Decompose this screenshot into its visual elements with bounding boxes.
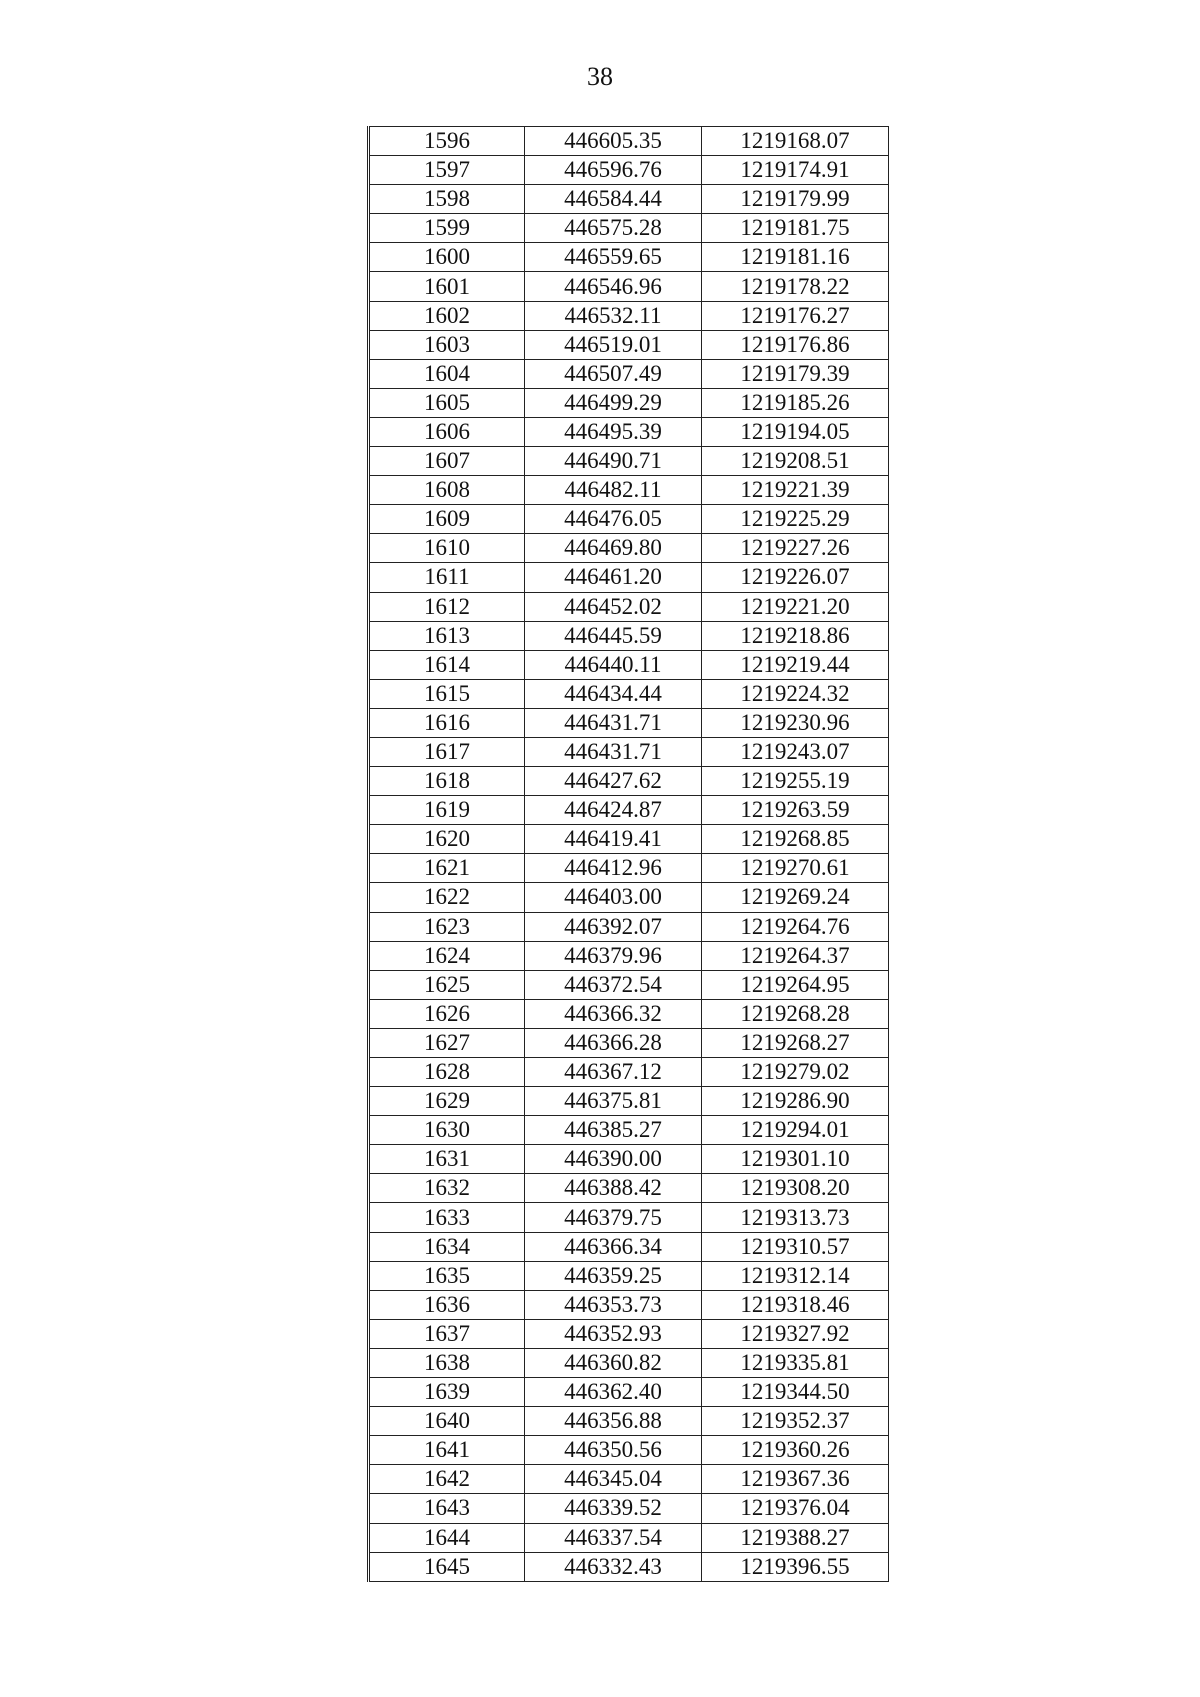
point-number-cell: 1614 xyxy=(369,650,525,679)
point-number-cell: 1599 xyxy=(369,214,525,243)
point-number-cell: 1625 xyxy=(369,970,525,999)
point-number-cell: 1607 xyxy=(369,447,525,476)
table-row xyxy=(369,1232,889,1261)
x-coordinate-cell: 446359.25 xyxy=(525,1261,702,1290)
x-coordinate-cell: 446452.02 xyxy=(525,592,702,621)
x-coordinate-cell: 446337.54 xyxy=(525,1523,702,1552)
y-coordinate-cell: 1219181.75 xyxy=(702,214,889,243)
y-coordinate-cell: 1219360.26 xyxy=(702,1436,889,1465)
x-coordinate-cell: 446366.34 xyxy=(525,1232,702,1261)
table-row xyxy=(369,854,889,883)
table-row xyxy=(369,825,889,854)
table-row xyxy=(369,272,889,301)
y-coordinate-cell: 1219264.76 xyxy=(702,912,889,941)
point-number-cell: 1605 xyxy=(369,388,525,417)
table-row xyxy=(369,941,889,970)
page-number: 38 xyxy=(587,62,613,91)
point-number-cell: 1640 xyxy=(369,1407,525,1436)
table-row xyxy=(369,1116,889,1145)
point-number-cell: 1645 xyxy=(369,1552,525,1581)
table-row xyxy=(369,127,889,156)
table-row xyxy=(369,912,889,941)
table-row xyxy=(369,796,889,825)
y-coordinate-cell: 1219301.10 xyxy=(702,1145,889,1174)
table-row xyxy=(369,1145,889,1174)
table-row xyxy=(369,767,889,796)
x-coordinate-cell: 446385.27 xyxy=(525,1116,702,1145)
point-number-cell: 1636 xyxy=(369,1290,525,1319)
y-coordinate-cell: 1219308.20 xyxy=(702,1174,889,1203)
y-coordinate-cell: 1219264.95 xyxy=(702,970,889,999)
table-row xyxy=(369,650,889,679)
x-coordinate-cell: 446431.71 xyxy=(525,708,702,737)
table-row xyxy=(369,883,889,912)
x-coordinate-cell: 446461.20 xyxy=(525,563,702,592)
y-coordinate-cell: 1219388.27 xyxy=(702,1523,889,1552)
y-coordinate-cell: 1219176.86 xyxy=(702,330,889,359)
y-coordinate-cell: 1219294.01 xyxy=(702,1116,889,1145)
y-coordinate-cell: 1219268.28 xyxy=(702,999,889,1028)
y-coordinate-cell: 1219226.07 xyxy=(702,563,889,592)
table-row xyxy=(369,1407,889,1436)
point-number-cell: 1623 xyxy=(369,912,525,941)
x-coordinate-cell: 446367.12 xyxy=(525,1058,702,1087)
point-number-cell: 1616 xyxy=(369,708,525,737)
table-row xyxy=(369,679,889,708)
x-coordinate-cell: 446390.00 xyxy=(525,1145,702,1174)
y-coordinate-cell: 1219218.86 xyxy=(702,621,889,650)
x-coordinate-cell: 446575.28 xyxy=(525,214,702,243)
y-coordinate-cell: 1219313.73 xyxy=(702,1203,889,1232)
y-coordinate-cell: 1219174.91 xyxy=(702,156,889,185)
y-coordinate-cell: 1219181.16 xyxy=(702,243,889,272)
y-coordinate-cell: 1219168.07 xyxy=(702,127,889,156)
x-coordinate-cell: 446375.81 xyxy=(525,1087,702,1116)
table-row xyxy=(369,156,889,185)
point-number-cell: 1613 xyxy=(369,621,525,650)
y-coordinate-cell: 1219194.05 xyxy=(702,417,889,446)
x-coordinate-cell: 446360.82 xyxy=(525,1348,702,1377)
point-number-cell: 1629 xyxy=(369,1087,525,1116)
point-number-cell: 1628 xyxy=(369,1058,525,1087)
table-row xyxy=(369,359,889,388)
x-coordinate-cell: 446356.88 xyxy=(525,1407,702,1436)
point-number-cell: 1627 xyxy=(369,1028,525,1057)
y-coordinate-cell: 1219268.27 xyxy=(702,1028,889,1057)
y-coordinate-cell: 1219179.39 xyxy=(702,359,889,388)
y-coordinate-cell: 1219312.14 xyxy=(702,1261,889,1290)
x-coordinate-cell: 446353.73 xyxy=(525,1290,702,1319)
point-number-cell: 1610 xyxy=(369,534,525,563)
y-coordinate-cell: 1219376.04 xyxy=(702,1494,889,1523)
point-number-cell: 1641 xyxy=(369,1436,525,1465)
y-coordinate-cell: 1219335.81 xyxy=(702,1348,889,1377)
table-row xyxy=(369,388,889,417)
table-row xyxy=(369,417,889,446)
x-coordinate-cell: 446546.96 xyxy=(525,272,702,301)
point-number-cell: 1604 xyxy=(369,359,525,388)
x-coordinate-cell: 446434.44 xyxy=(525,679,702,708)
x-coordinate-cell: 446366.32 xyxy=(525,999,702,1028)
table-row xyxy=(369,214,889,243)
point-number-cell: 1615 xyxy=(369,679,525,708)
x-coordinate-cell: 446403.00 xyxy=(525,883,702,912)
x-coordinate-cell: 446332.43 xyxy=(525,1552,702,1581)
table-row xyxy=(369,1465,889,1494)
x-coordinate-cell: 446440.11 xyxy=(525,650,702,679)
table-row xyxy=(369,185,889,214)
x-coordinate-cell: 446362.40 xyxy=(525,1378,702,1407)
y-coordinate-cell: 1219352.37 xyxy=(702,1407,889,1436)
x-coordinate-cell: 446495.39 xyxy=(525,417,702,446)
table-row xyxy=(369,1203,889,1232)
y-coordinate-cell: 1219208.51 xyxy=(702,447,889,476)
x-coordinate-cell: 446379.96 xyxy=(525,941,702,970)
y-coordinate-cell: 1219327.92 xyxy=(702,1319,889,1348)
point-number-cell: 1597 xyxy=(369,156,525,185)
x-coordinate-cell: 446519.01 xyxy=(525,330,702,359)
table-row xyxy=(369,1552,889,1581)
table-row xyxy=(369,476,889,505)
table-row xyxy=(369,1494,889,1523)
point-number-cell: 1631 xyxy=(369,1145,525,1174)
point-number-cell: 1622 xyxy=(369,883,525,912)
table-row xyxy=(369,970,889,999)
point-number-cell: 1608 xyxy=(369,476,525,505)
y-coordinate-cell: 1219230.96 xyxy=(702,708,889,737)
y-coordinate-cell: 1219224.32 xyxy=(702,679,889,708)
x-coordinate-cell: 446584.44 xyxy=(525,185,702,214)
point-number-cell: 1603 xyxy=(369,330,525,359)
point-number-cell: 1618 xyxy=(369,767,525,796)
y-coordinate-cell: 1219286.90 xyxy=(702,1087,889,1116)
x-coordinate-cell: 446559.65 xyxy=(525,243,702,272)
point-number-cell: 1638 xyxy=(369,1348,525,1377)
point-number-cell: 1635 xyxy=(369,1261,525,1290)
point-number-cell: 1626 xyxy=(369,999,525,1028)
x-coordinate-cell: 446596.76 xyxy=(525,156,702,185)
point-number-cell: 1634 xyxy=(369,1232,525,1261)
table-row xyxy=(369,1261,889,1290)
x-coordinate-cell: 446605.35 xyxy=(525,127,702,156)
y-coordinate-cell: 1219255.19 xyxy=(702,767,889,796)
point-number-cell: 1633 xyxy=(369,1203,525,1232)
point-number-cell: 1643 xyxy=(369,1494,525,1523)
point-number-cell: 1596 xyxy=(369,127,525,156)
x-coordinate-cell: 446476.05 xyxy=(525,505,702,534)
x-coordinate-cell: 446372.54 xyxy=(525,970,702,999)
x-coordinate-cell: 446352.93 xyxy=(525,1319,702,1348)
table-row xyxy=(369,447,889,476)
point-number-cell: 1624 xyxy=(369,941,525,970)
point-number-cell: 1630 xyxy=(369,1116,525,1145)
y-coordinate-cell: 1219318.46 xyxy=(702,1290,889,1319)
point-number-cell: 1619 xyxy=(369,796,525,825)
y-coordinate-cell: 1219263.59 xyxy=(702,796,889,825)
x-coordinate-cell: 446388.42 xyxy=(525,1174,702,1203)
x-coordinate-cell: 446419.41 xyxy=(525,825,702,854)
table-row xyxy=(369,301,889,330)
table-row xyxy=(369,1087,889,1116)
y-coordinate-cell: 1219396.55 xyxy=(702,1552,889,1581)
point-number-cell: 1602 xyxy=(369,301,525,330)
x-coordinate-cell: 446366.28 xyxy=(525,1028,702,1057)
coordinates-table xyxy=(367,126,889,1582)
x-coordinate-cell: 446350.56 xyxy=(525,1436,702,1465)
point-number-cell: 1621 xyxy=(369,854,525,883)
y-coordinate-cell: 1219270.61 xyxy=(702,854,889,883)
y-coordinate-cell: 1219367.36 xyxy=(702,1465,889,1494)
y-coordinate-cell: 1219310.57 xyxy=(702,1232,889,1261)
y-coordinate-cell: 1219219.44 xyxy=(702,650,889,679)
x-coordinate-cell: 446379.75 xyxy=(525,1203,702,1232)
x-coordinate-cell: 446445.59 xyxy=(525,621,702,650)
table-row xyxy=(369,621,889,650)
y-coordinate-cell: 1219227.26 xyxy=(702,534,889,563)
table-row xyxy=(369,563,889,592)
table-row xyxy=(369,330,889,359)
x-coordinate-cell: 446424.87 xyxy=(525,796,702,825)
y-coordinate-cell: 1219264.37 xyxy=(702,941,889,970)
table-row xyxy=(369,737,889,766)
point-number-cell: 1632 xyxy=(369,1174,525,1203)
table-row xyxy=(369,1174,889,1203)
x-coordinate-cell: 446427.62 xyxy=(525,767,702,796)
table-row xyxy=(369,592,889,621)
y-coordinate-cell: 1219221.39 xyxy=(702,476,889,505)
y-coordinate-cell: 1219221.20 xyxy=(702,592,889,621)
x-coordinate-cell: 446345.04 xyxy=(525,1465,702,1494)
point-number-cell: 1609 xyxy=(369,505,525,534)
table-row xyxy=(369,1319,889,1348)
point-number-cell: 1642 xyxy=(369,1465,525,1494)
point-number-cell: 1612 xyxy=(369,592,525,621)
y-coordinate-cell: 1219243.07 xyxy=(702,737,889,766)
table-row xyxy=(369,505,889,534)
table-row xyxy=(369,1028,889,1057)
y-coordinate-cell: 1219344.50 xyxy=(702,1378,889,1407)
x-coordinate-cell: 446482.11 xyxy=(525,476,702,505)
x-coordinate-cell: 446431.71 xyxy=(525,737,702,766)
x-coordinate-cell: 446412.96 xyxy=(525,854,702,883)
table-row xyxy=(369,1290,889,1319)
point-number-cell: 1644 xyxy=(369,1523,525,1552)
x-coordinate-cell: 446499.29 xyxy=(525,388,702,417)
point-number-cell: 1611 xyxy=(369,563,525,592)
point-number-cell: 1637 xyxy=(369,1319,525,1348)
table-row xyxy=(369,1058,889,1087)
table-row xyxy=(369,999,889,1028)
table-row xyxy=(369,1348,889,1377)
y-coordinate-cell: 1219178.22 xyxy=(702,272,889,301)
coordinates-table-body xyxy=(369,127,889,1582)
table-row xyxy=(369,1523,889,1552)
point-number-cell: 1600 xyxy=(369,243,525,272)
point-number-cell: 1620 xyxy=(369,825,525,854)
point-number-cell: 1601 xyxy=(369,272,525,301)
y-coordinate-cell: 1219279.02 xyxy=(702,1058,889,1087)
point-number-cell: 1606 xyxy=(369,417,525,446)
x-coordinate-cell: 446490.71 xyxy=(525,447,702,476)
table-row xyxy=(369,534,889,563)
y-coordinate-cell: 1219225.29 xyxy=(702,505,889,534)
y-coordinate-cell: 1219268.85 xyxy=(702,825,889,854)
table-row xyxy=(369,708,889,737)
point-number-cell: 1617 xyxy=(369,737,525,766)
x-coordinate-cell: 446507.49 xyxy=(525,359,702,388)
y-coordinate-cell: 1219269.24 xyxy=(702,883,889,912)
x-coordinate-cell: 446469.80 xyxy=(525,534,702,563)
table-row xyxy=(369,1378,889,1407)
y-coordinate-cell: 1219179.99 xyxy=(702,185,889,214)
table-row xyxy=(369,1436,889,1465)
x-coordinate-cell: 446392.07 xyxy=(525,912,702,941)
x-coordinate-cell: 446339.52 xyxy=(525,1494,702,1523)
x-coordinate-cell: 446532.11 xyxy=(525,301,702,330)
y-coordinate-cell: 1219176.27 xyxy=(702,301,889,330)
point-number-cell: 1639 xyxy=(369,1378,525,1407)
y-coordinate-cell: 1219185.26 xyxy=(702,388,889,417)
point-number-cell: 1598 xyxy=(369,185,525,214)
table-row xyxy=(369,243,889,272)
